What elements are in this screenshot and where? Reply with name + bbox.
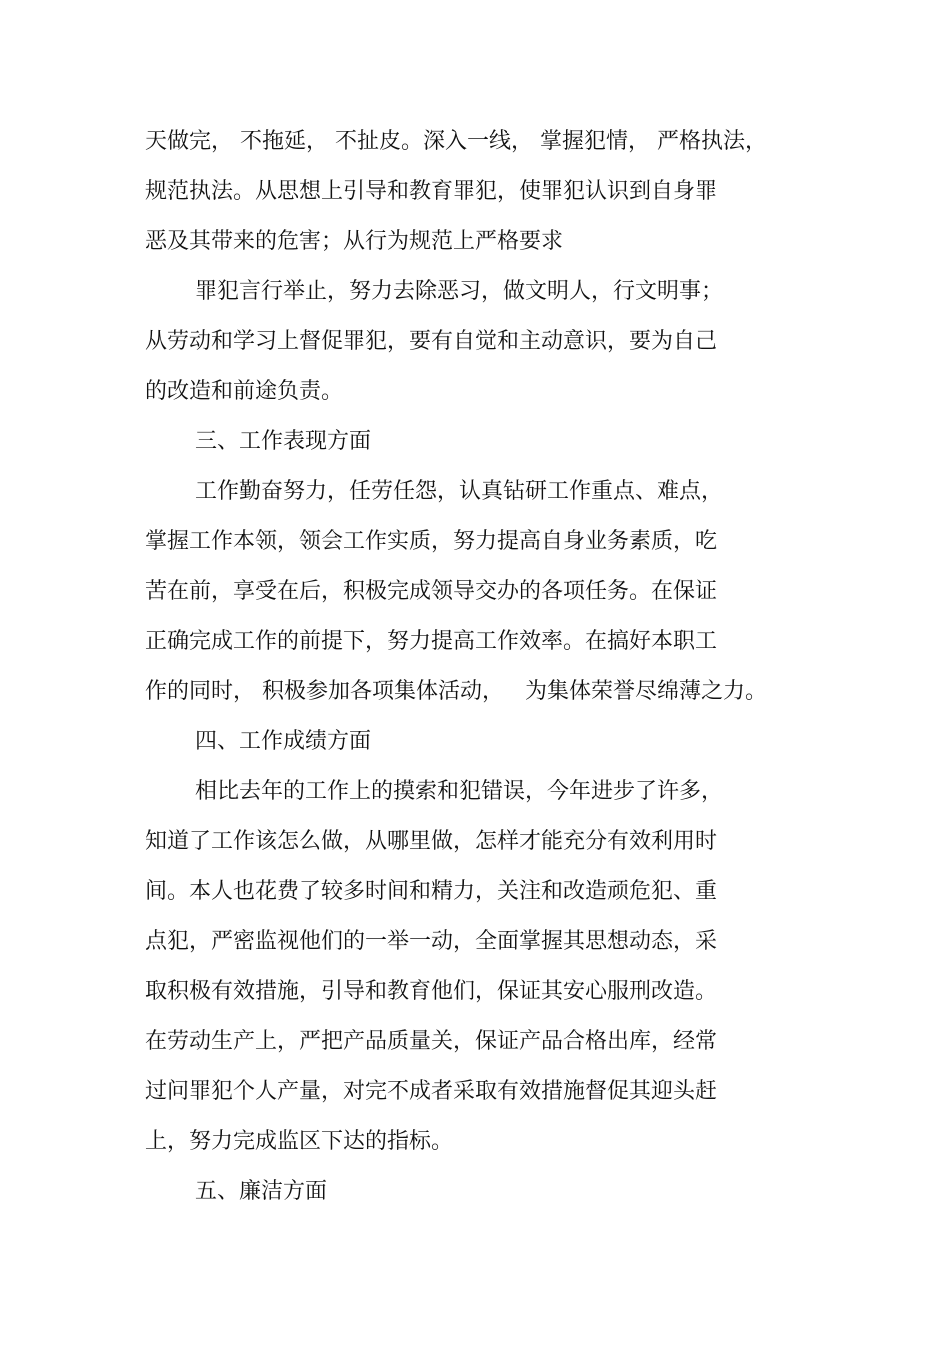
section-heading: 四、工作成绩方面 — [195, 729, 372, 754]
text-line: 知道了工作该怎么做，从哪里做，怎样才能充分有效利用时 — [145, 829, 718, 854]
text-line: 过问罪犯个人产量，对完不成者采取有效措施督促其迎头赶 — [145, 1079, 718, 1104]
text-line: 作的同时， 积极参加各项集体活动， 为集体荣誉尽绵薄之力。 — [145, 679, 767, 704]
text-line: 恶及其带来的危害；从行为规范上严格要求 — [145, 229, 564, 254]
text-line: 上，努力完成监区下达的指标。 — [145, 1129, 454, 1154]
text-line: 的改造和前途负责。 — [145, 379, 344, 404]
paragraph-start-line: 工作勤奋努力，任劳任怨，认真钻研工作重点、难点， — [195, 479, 724, 504]
text-line: 从劳动和学习上督促罪犯，要有自觉和主动意识，要为自己 — [145, 329, 718, 354]
text-line: 正确完成工作的前提下，努力提高工作效率。在搞好本职工 — [145, 629, 718, 654]
paragraph-start-line: 相比去年的工作上的摸索和犯错误，今年进步了许多， — [195, 779, 724, 804]
section-heading: 三、工作表现方面 — [195, 429, 372, 454]
text-line: 在劳动生产上，严把产品质量关，保证产品合格出库，经常 — [145, 1029, 718, 1054]
text-line: 取积极有效措施，引导和教育他们，保证其安心服刑改造。 — [145, 979, 718, 1004]
text-line: 点犯，严密监视他们的一举一动，全面掌握其思想动态，采 — [145, 929, 718, 954]
section-heading: 五、廉洁方面 — [195, 1179, 328, 1204]
text-line: 间。本人也花费了较多时间和精力，关注和改造顽危犯、重 — [145, 879, 718, 904]
text-line: 规范执法。从思想上引导和教育罪犯，使罪犯认识到自身罪 — [145, 179, 718, 204]
text-line: 天做完， 不拖延， 不扯皮。深入一线， 掌握犯情， 严格执法， — [145, 129, 767, 154]
text-line: 苦在前，享受在后，积极完成领导交办的各项任务。在保证 — [145, 579, 718, 604]
text-line: 掌握工作本领，领会工作实质，努力提高自身业务素质，吃 — [145, 529, 718, 554]
paragraph-start-line: 罪犯言行举止，努力去除恶习，做文明人，行文明事； — [195, 279, 724, 304]
